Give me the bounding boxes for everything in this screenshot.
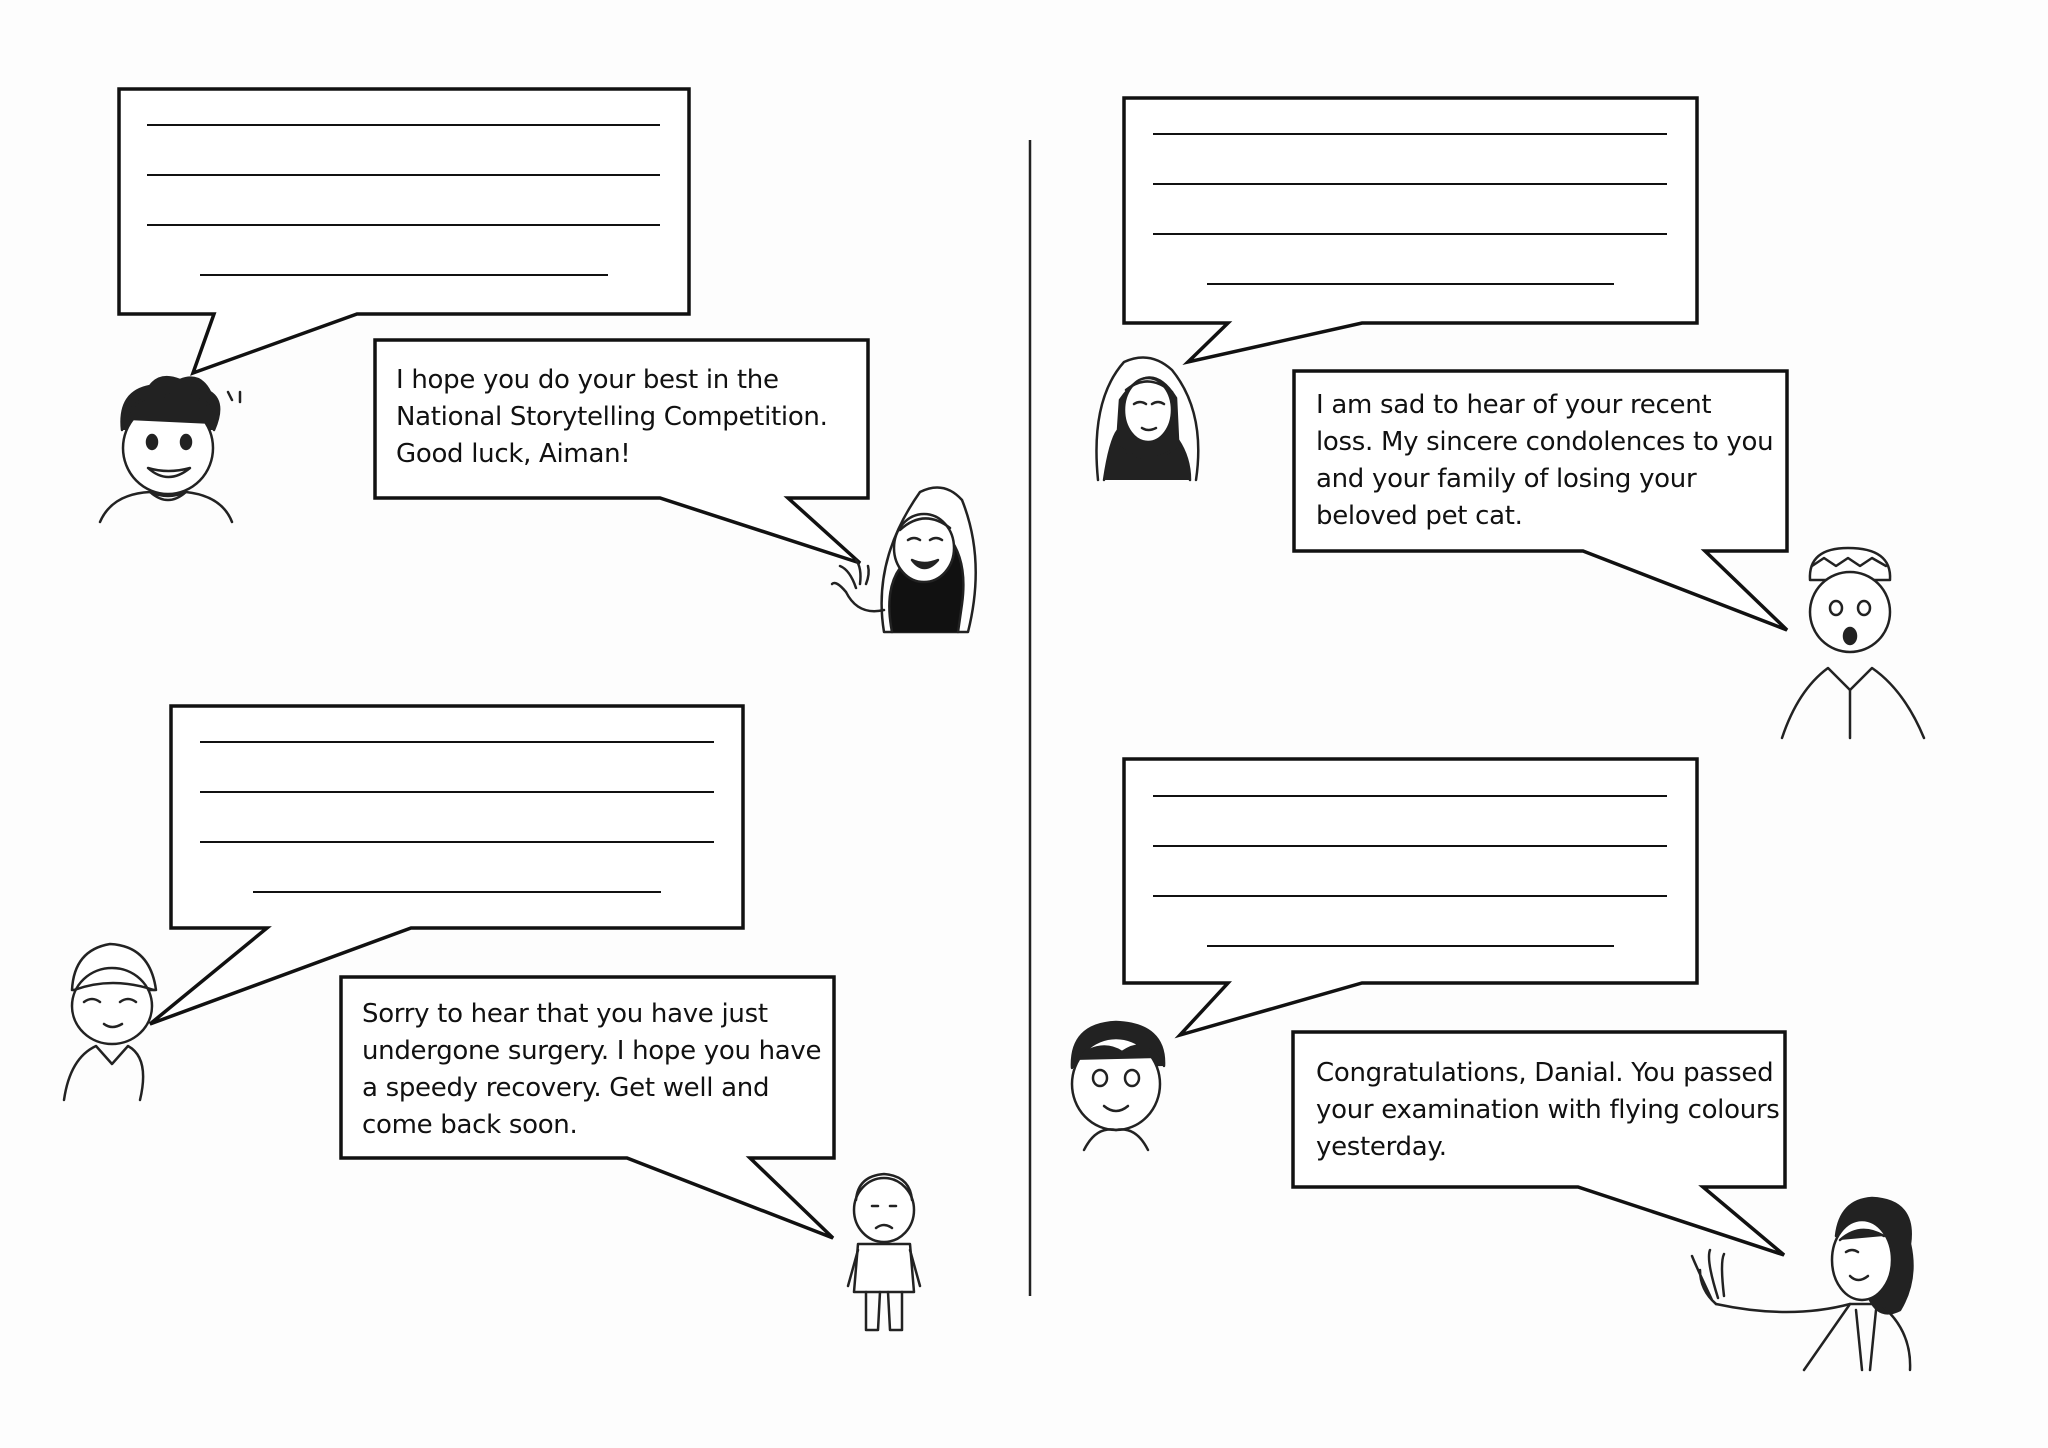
- boy-curly-hair-icon: [100, 377, 240, 522]
- message-line: I hope you do your best in the: [396, 365, 779, 395]
- message-line: I am sad to hear of your recent: [1316, 390, 1712, 420]
- message-get-well: [362, 996, 821, 1144]
- message-line: come back soon.: [362, 1110, 578, 1140]
- message-line: and your family of losing your: [1316, 464, 1697, 494]
- message-line: loss. My sincere condolences to you: [1316, 427, 1774, 457]
- message-congratulations: [1316, 1055, 1780, 1166]
- boy-smiling-icon: [1072, 1022, 1164, 1150]
- message-line: undergone surgery. I hope you have: [362, 1036, 822, 1066]
- girl-hijab-icon: [1096, 358, 1198, 481]
- message-line: Congratulations, Danial. You passed: [1316, 1058, 1774, 1088]
- message-line: Good luck, Aiman!: [396, 439, 631, 469]
- message-line: yesterday.: [1316, 1132, 1447, 1162]
- message-line: Sorry to hear that you have just: [362, 999, 768, 1029]
- message-line: a speedy recovery. Get well and: [362, 1073, 770, 1103]
- boy-cap-icon: [64, 944, 156, 1100]
- girl-hijab-waving-icon: [832, 488, 976, 633]
- message-line: beloved pet cat.: [1316, 501, 1523, 531]
- message-line: your examination with flying colours: [1316, 1095, 1780, 1125]
- message-line: National Storytelling Competition.: [396, 402, 828, 432]
- boy-sad-icon: [848, 1174, 920, 1330]
- message-good-luck: [396, 362, 828, 473]
- boy-skullcap-icon: [1782, 548, 1924, 738]
- message-condolences: [1316, 387, 1773, 535]
- woman-waving-icon: [1692, 1198, 1912, 1370]
